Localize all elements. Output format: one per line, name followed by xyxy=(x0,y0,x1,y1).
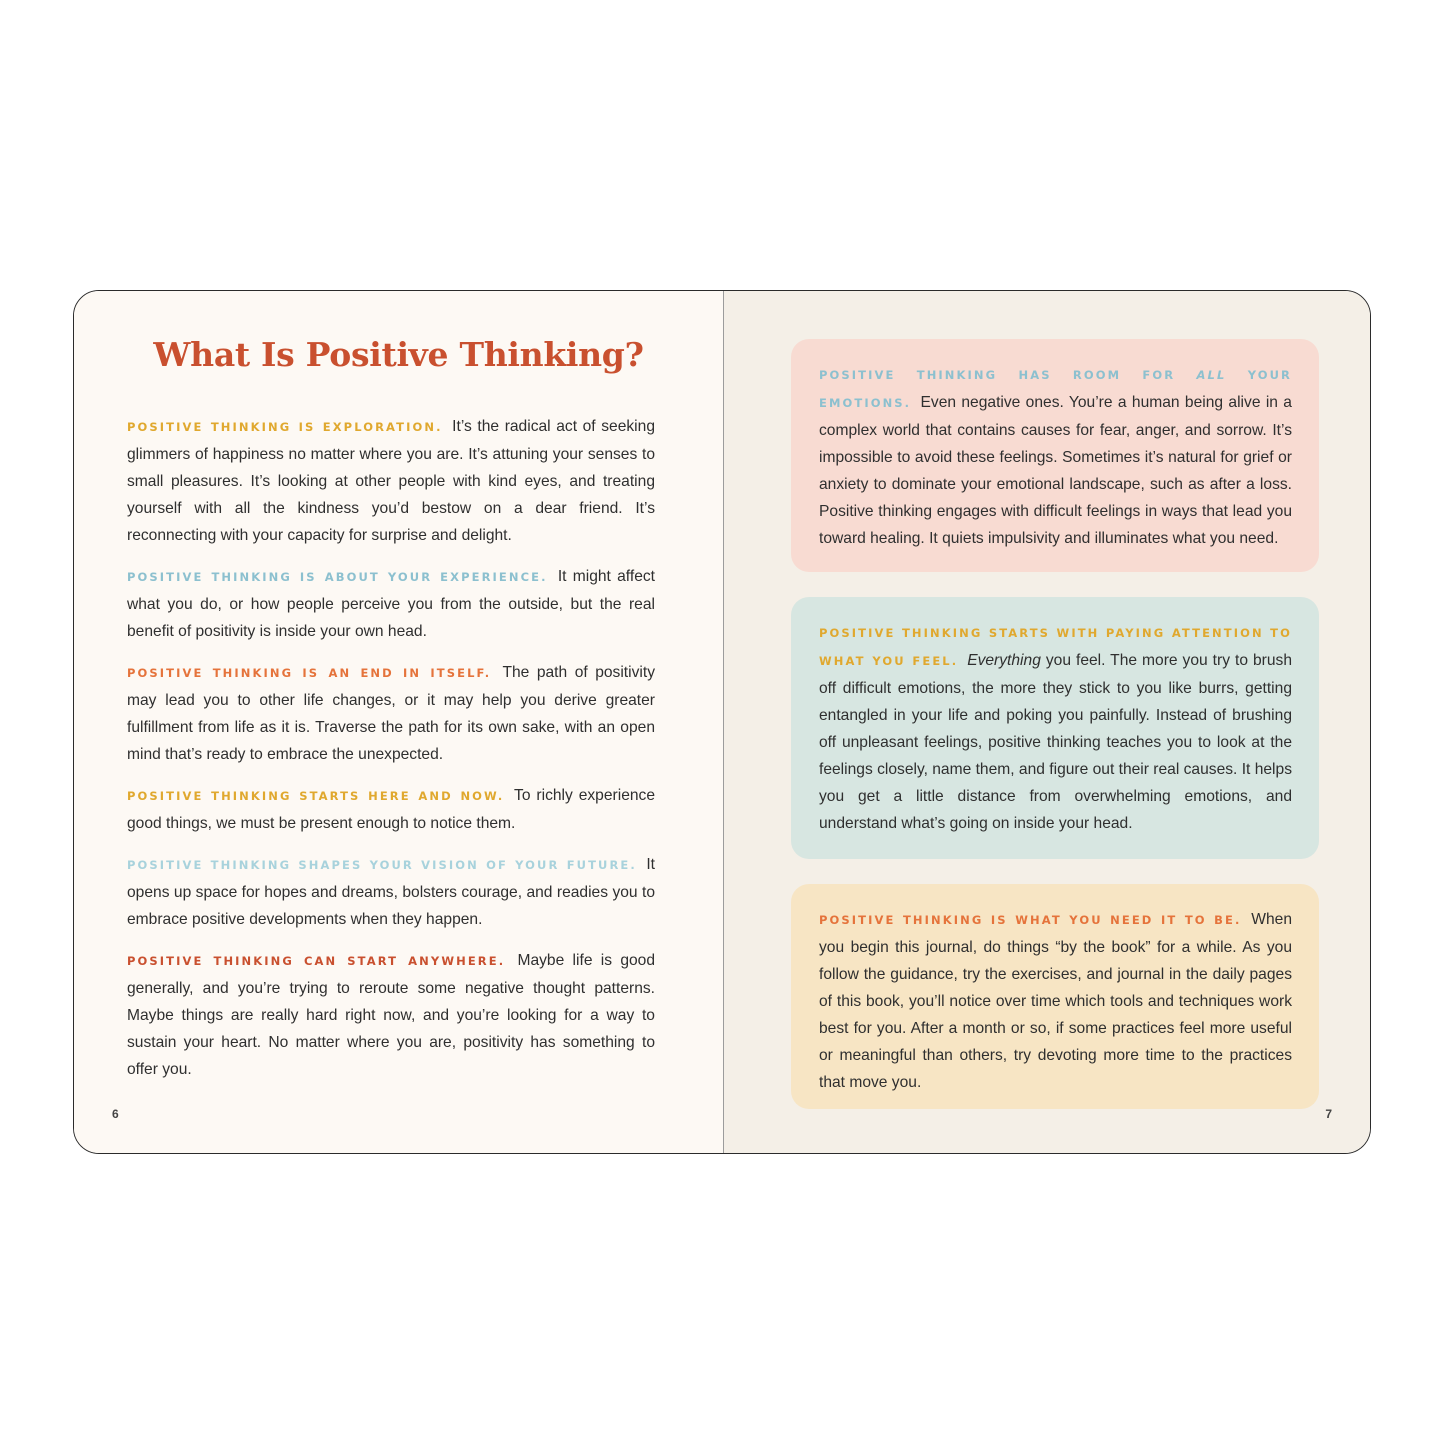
callout-box-attention xyxy=(791,597,1319,859)
paragraph-lead: POSITIVE THINKING IS EXPLORATION. xyxy=(127,420,443,434)
paragraph-body: It’s the radical act of seeking glimmers of happiness no matter where you are. It’s attuning your senses to small pleasures. It’s looking at other people with kind eyes, and treating yourself with all the kindness you’d bestow on a dear friend. It’s reconnecting with your capacity for surprise and delight. xyxy=(127,418,655,544)
callout-lead: POSITIVE THINKING IS WHAT YOU NEED IT TO BE. xyxy=(819,913,1242,927)
paragraph-experience xyxy=(127,563,655,645)
callout-text xyxy=(819,619,1292,837)
left-page-body xyxy=(127,413,655,1097)
callout-text xyxy=(819,361,1292,552)
callout-lead-part: POSITIVE THINKING HAS ROOM FOR xyxy=(819,368,1176,382)
callout-body: Even negative ones. You’re a human being alive in a complex world that contains causes for fear, anger, and sorrow. It’s impossible to avoid these feelings. Sometimes it’s natural for grief or anxiety to dominate your emotional landscape, such as after a loss. Positive thinking engages with difficult feelings in ways that lead you toward healing. It quiets impulsivity and illuminates what you need. xyxy=(819,394,1292,547)
paragraph-body: Maybe life is good generally, and you’re trying to reroute some negative thought patterns. Maybe things are really hard right now, and you’re looking for a way to sustain your heart. No matter where you are, positivity has something to offer you. xyxy=(127,952,656,1078)
callout-text xyxy=(819,906,1292,1096)
callout-box-what-you-need xyxy=(791,884,1319,1109)
callout-lead-part: YOUR EMOTIONS. xyxy=(819,368,1293,410)
paragraph-body: It might affect what you do, or how people perceive you from the outside, but the real benefit of positivity is inside your own head. xyxy=(127,568,655,640)
paragraph-lead: POSITIVE THINKING SHAPES YOUR VISION OF YOUR FUTURE. xyxy=(127,858,637,872)
paragraph-anywhere xyxy=(127,947,655,1083)
book-spread xyxy=(73,290,1371,1154)
page-number-left: 6 xyxy=(112,1107,119,1121)
paragraph-lead: POSITIVE THINKING CAN START ANYWHERE. xyxy=(127,954,506,968)
page-number-right: 7 xyxy=(1325,1107,1332,1121)
callout-body: When you begin this journal, do things “by the book” for a while. As you follow the guidance, try the exercises, and journal in the daily pages of this book, you’ll notice over time which tools and techniques work best for you. After a month or so, if some practices feel more useful or meaningful than others, try devoting more time to the practices that move you. xyxy=(819,911,1292,1091)
paragraph-body: To richly experience good things, we must be present enough to notice them. xyxy=(127,787,656,832)
paragraph-end-in-itself xyxy=(127,659,655,768)
paragraph-lead: POSITIVE THINKING IS AN END IN ITSELF. xyxy=(127,666,492,680)
callout-lead: POSITIVE THINKING STARTS WITH PAYING ATTENTION TO WHAT YOU FEEL. xyxy=(819,626,1292,668)
callout-body: you feel. The more you try to brush off difficult emotions, the more they stick to you like burrs, getting entangled in your life and poking you painfully. Instead of brushing off unpleasant feelings, positive thinking teaches you to look at the feelings closely, name them, and figure out their real causes. It helps you get a little distance from overwhelming emotions, and understand what’s going on inside your head. xyxy=(819,652,1292,832)
paragraph-body: It opens up space for hopes and dreams, bolsters courage, and readies you to embrace positive developments when they happen. xyxy=(127,856,655,928)
paragraph-body: The path of positivity may lead you to other life changes, or it may help you derive greater fulfillment from life as it is. Traverse the path for its own sake, with an open mind that’s ready to embrace the unexpected. xyxy=(127,664,655,763)
callout-body-emphasis: Everything xyxy=(967,652,1041,669)
paragraph-lead: POSITIVE THINKING IS ABOUT YOUR EXPERIENCE. xyxy=(127,570,548,584)
page-title: What Is Positive Thinking? xyxy=(153,335,644,374)
paragraph-lead: POSITIVE THINKING STARTS HERE AND NOW. xyxy=(127,789,505,803)
callout-box-emotions xyxy=(791,339,1319,572)
paragraph-here-and-now xyxy=(127,782,655,837)
left-page xyxy=(74,291,723,1153)
callout-lead-emphasis: ALL xyxy=(1196,368,1227,382)
paragraph-vision xyxy=(127,851,655,933)
right-page xyxy=(723,291,1370,1153)
paragraph-exploration xyxy=(127,413,655,549)
